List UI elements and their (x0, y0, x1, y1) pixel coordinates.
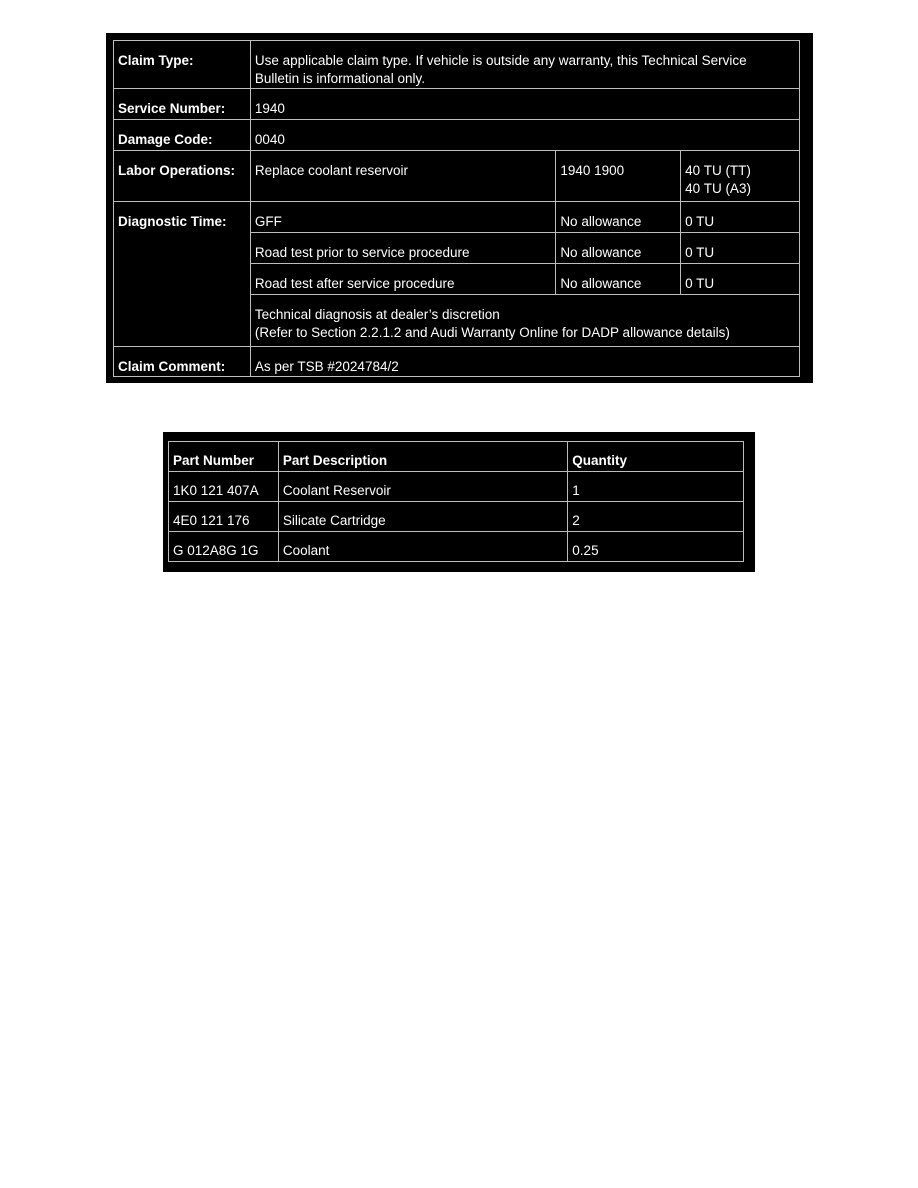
technical-diagnosis-note (250, 295, 799, 347)
table-row (169, 502, 744, 532)
part-number: 4E0 121 176 (169, 502, 279, 532)
labor-tu-tt: 40 TU (TT) (685, 163, 751, 178)
part-description: Coolant (278, 532, 567, 562)
service-number-value: 1940 (250, 89, 799, 120)
claim-info-panel (106, 33, 813, 383)
diagnostic-tu: 0 TU (681, 233, 800, 264)
diagnostic-description: GFF (250, 202, 555, 233)
damage-code-label: Damage Code: (114, 120, 251, 151)
part-quantity: 0.25 (568, 532, 744, 562)
parts-header-row (169, 442, 744, 472)
damage-code-row (114, 120, 800, 151)
parts-table (168, 441, 744, 562)
part-number-header: Part Number (169, 442, 279, 472)
diagnostic-row (114, 202, 800, 233)
claim-type-label: Claim Type: (114, 41, 251, 89)
technical-diagnosis-line1: Technical diagnosis at dealer’s discretion (254, 307, 500, 322)
claim-info-table (113, 40, 800, 377)
diagnostic-description: Road test after service procedure (250, 264, 555, 295)
labor-tu-a3: 40 TU (A3) (685, 181, 751, 196)
claim-type-value (250, 41, 799, 89)
part-description: Silicate Cartridge (278, 502, 567, 532)
claim-comment-row (114, 347, 800, 377)
claim-type-line2: Bulletin is informational only. (254, 71, 425, 86)
claim-type-line1: Use applicable claim type. If vehicle is outside any warranty, this Technical Service (254, 53, 747, 68)
part-description: Coolant Reservoir (278, 472, 567, 502)
service-number-label: Service Number: (114, 89, 251, 120)
labor-operations-label: Labor Operations: (114, 151, 251, 202)
part-description-header: Part Description (278, 442, 567, 472)
diagnostic-tu: 0 TU (681, 264, 800, 295)
diagnostic-description: Road test prior to service procedure (250, 233, 555, 264)
diagnostic-allowance: No allowance (556, 233, 681, 264)
labor-operations-row (114, 151, 800, 202)
diagnostic-allowance: No allowance (556, 264, 681, 295)
quantity-header: Quantity (568, 442, 744, 472)
service-number-row (114, 89, 800, 120)
damage-code-value: 0040 (250, 120, 799, 151)
diagnostic-allowance: No allowance (556, 202, 681, 233)
claim-comment-label: Claim Comment: (114, 347, 251, 377)
part-number: G 012A8G 1G (169, 532, 279, 562)
claim-type-row (114, 41, 800, 89)
table-row (169, 532, 744, 562)
claim-comment-value: As per TSB #2024784/2 (250, 347, 799, 377)
part-number: 1K0 121 407A (169, 472, 279, 502)
labor-description: Replace coolant reservoir (250, 151, 555, 202)
labor-time-units (681, 151, 800, 202)
diagnostic-tu: 0 TU (681, 202, 800, 233)
labor-code: 1940 1900 (556, 151, 681, 202)
part-quantity: 2 (568, 502, 744, 532)
diagnostic-time-label: Diagnostic Time: (114, 202, 251, 347)
technical-diagnosis-line2: (Refer to Section 2.2.1.2 and Audi Warranty Online for DADP allowance details) (254, 325, 730, 340)
table-row (169, 472, 744, 502)
parts-panel (163, 432, 755, 572)
part-quantity: 1 (568, 472, 744, 502)
